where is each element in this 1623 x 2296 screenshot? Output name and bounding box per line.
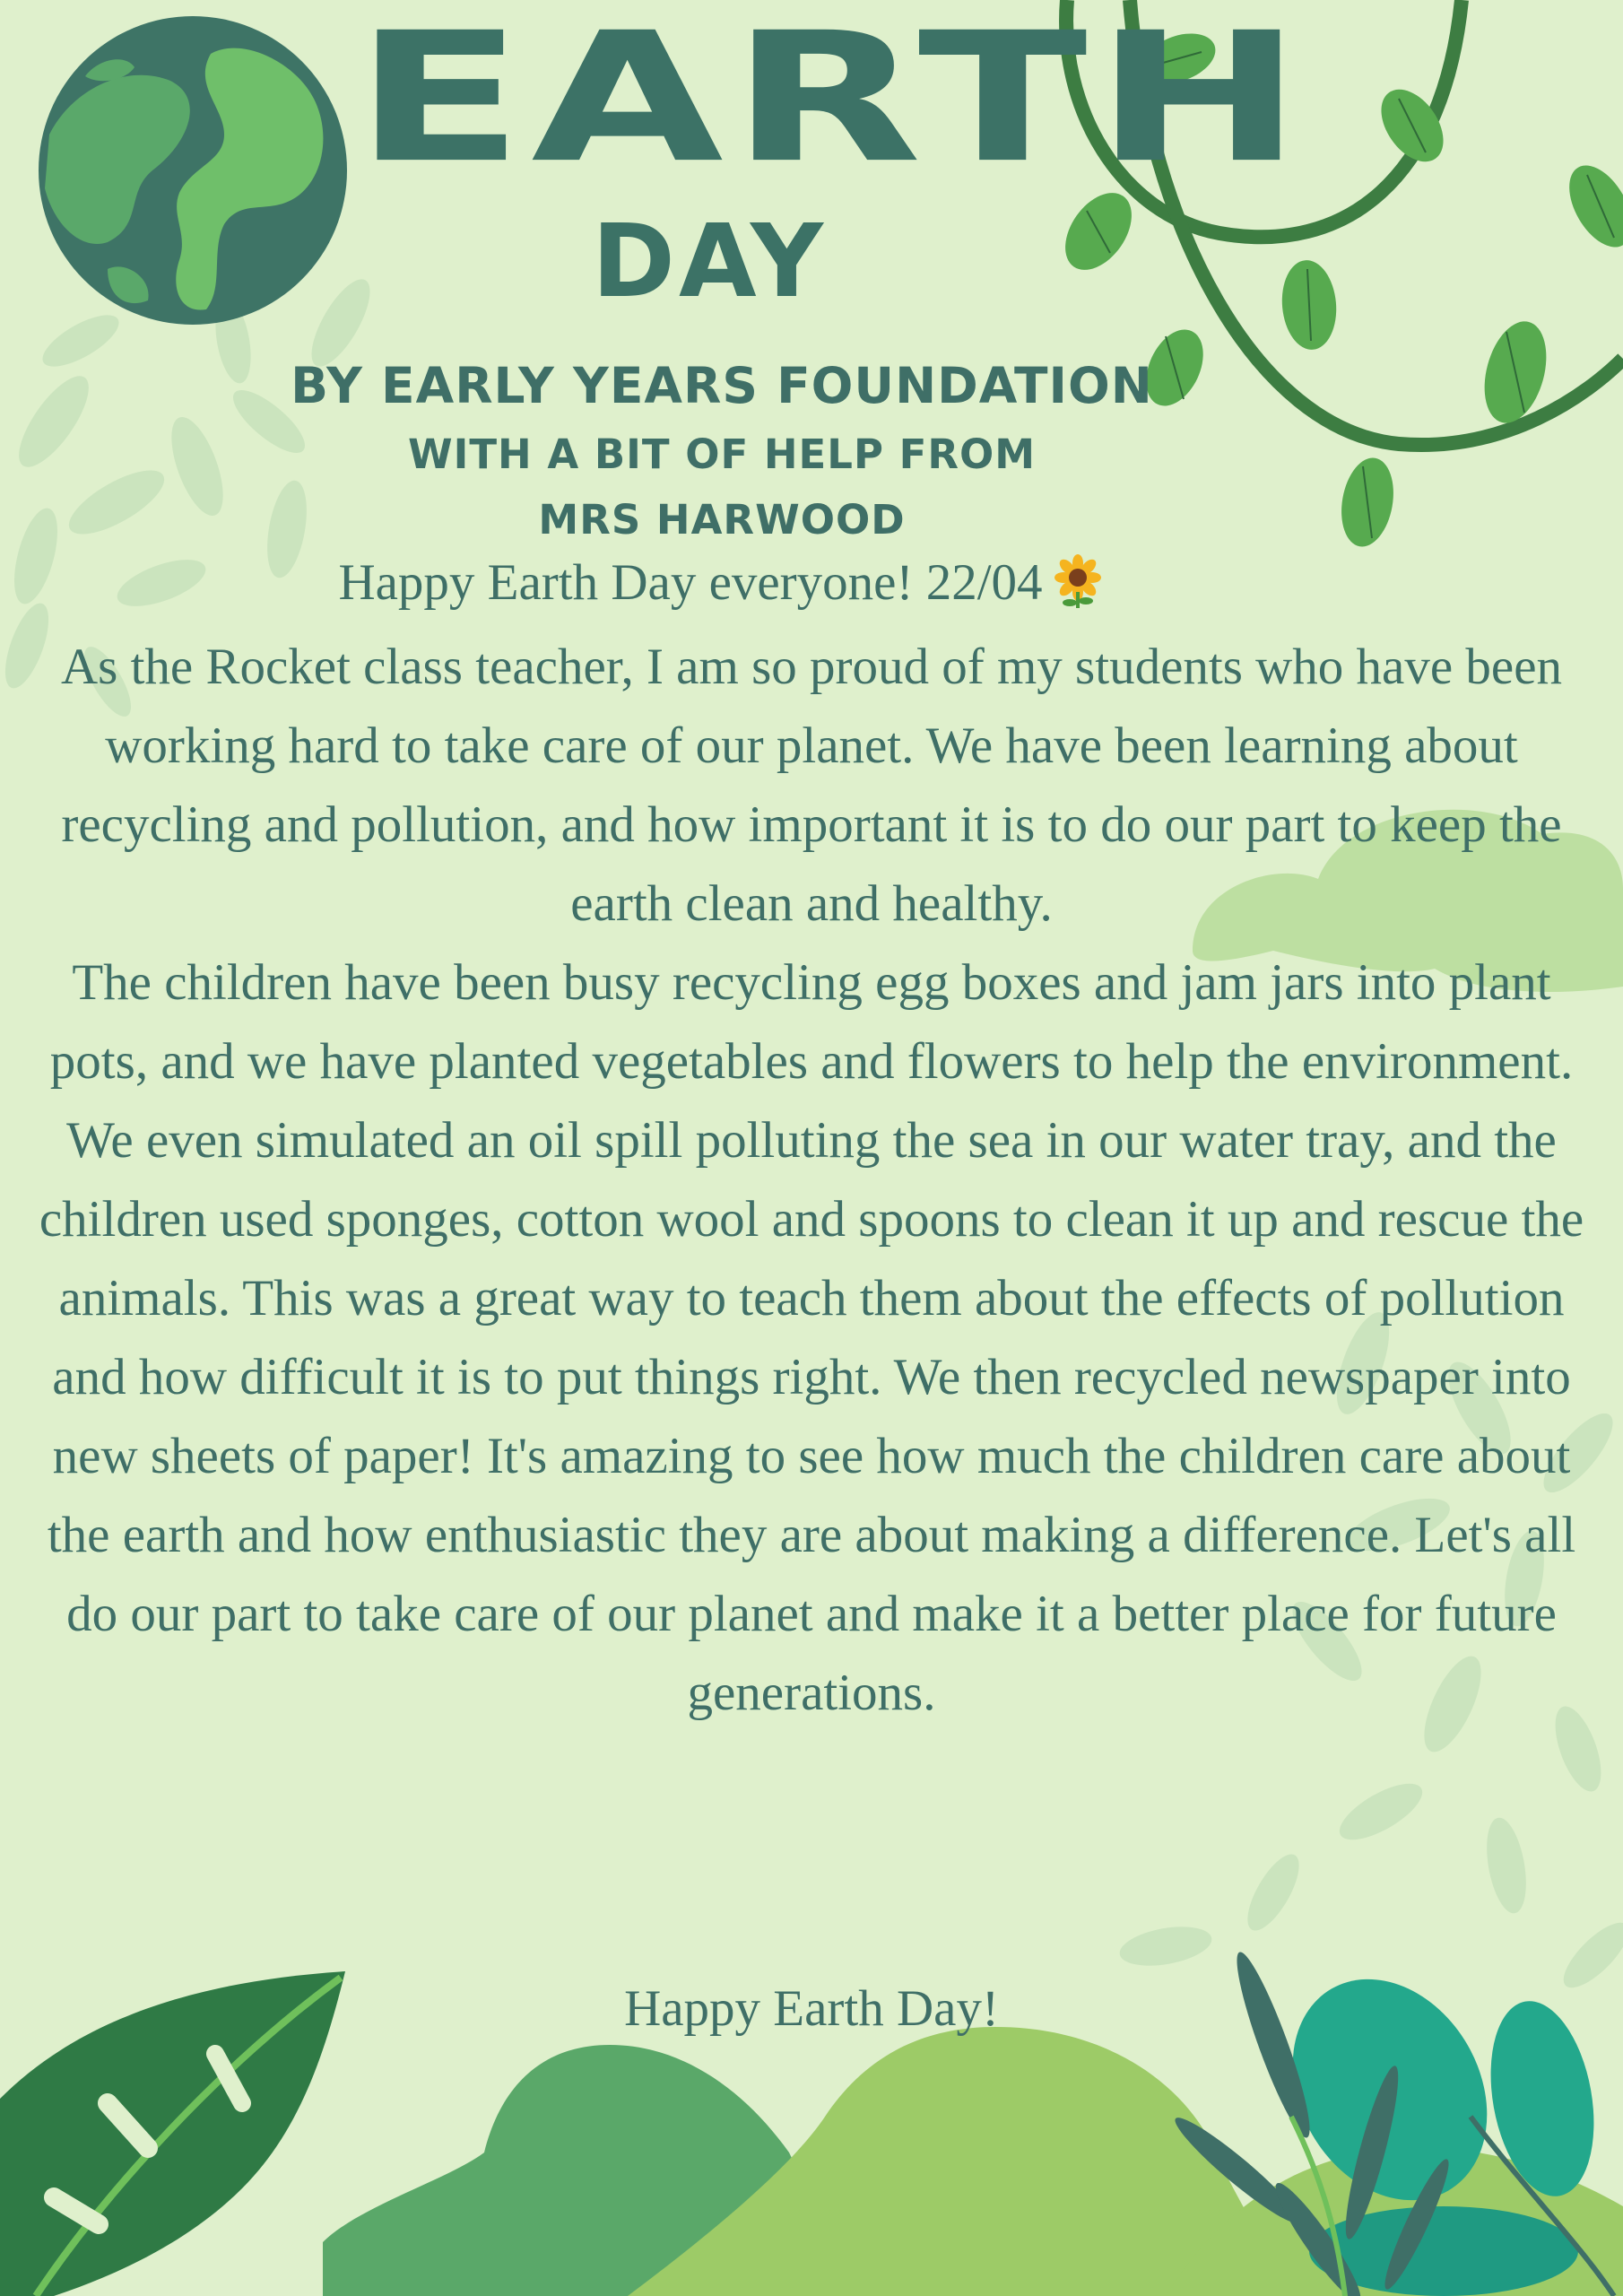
closing-line: Happy Earth Day!	[624, 1980, 999, 2037]
byline: BY EARLY YEARS FOUNDATION	[291, 357, 1153, 414]
body-text	[31, 628, 1592, 1733]
greeting-text: Happy Earth Day everyone! 22/04	[338, 554, 1043, 611]
title-earth: EARTH	[354, 0, 1310, 203]
sunflower-icon	[1050, 552, 1106, 608]
globe-icon	[39, 16, 347, 325]
help-line-1: WITH A BIT OF HELP FROM	[407, 430, 1037, 478]
greeting-line	[179, 551, 1264, 615]
paragraph-1: As the Rocket class teacher, I am so proud of my students who have been working hard to take care of our planet. We have been learning about recycling and pollution, and how important it is to do our part to keep the earth clean and healthy.	[60, 639, 1562, 932]
paragraph-2: The children have been busy recycling egg boxes and jam jars into plant pots, and we have planted vegetables and flowers to help the environment. We even simulated an oil spill polluting the sea in our water tray, and the children used sponges, cotton wool and spoons to clean it up and rescue the animals. This was a great way to teach them about the effects of pollution and how difficult it is to put things right. We then recycled newspaper into new sheets of paper! It's amazing to see how much the children care about the earth and how enthusiastic they are about making a difference. Let's all do our part to take care of our planet and make it a better place for future generations.	[39, 954, 1584, 1721]
title-day: DAY	[592, 204, 828, 320]
help-line-2: MRS HARWOOD	[538, 496, 906, 544]
